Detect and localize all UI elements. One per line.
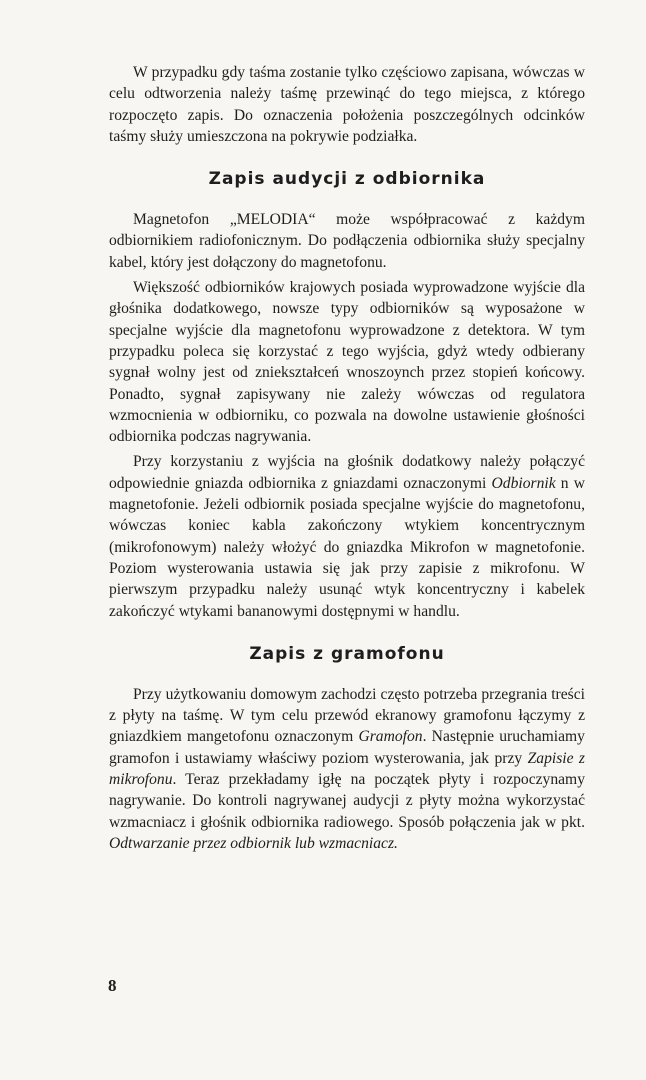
gramophone-socket-name: Gramofon <box>358 728 423 746</box>
gramophone-text-a: Przy użytkowaniu domowym zachodzi często potrzeba przegrania treści z płyty na taśmę. W tym celu przewód ekranowy gramofonu łączymy z gniazdkiem mangetofonu oznaczonym <box>109 685 585 746</box>
section-heading-gramophone: Zapis z gramofonu <box>249 643 445 664</box>
radio-p3-socket-name: Odbiornik <box>491 474 556 492</box>
page-body <box>109 62 585 854</box>
gramophone-paragraph <box>109 684 585 854</box>
radio-p3-text-a: Przy korzystaniu z wyjścia na głośnik dodatkowy należy połączyć odpowiednie gniazda odbiornika z gniazdami oznaczonymi <box>109 453 585 492</box>
gramophone-ref-playback: Odtwarzanie przez odbiornik lub wzmacniacz. <box>109 834 398 852</box>
radio-paragraph-2: Większość odbiorników krajowych posiada wyprowadzone wyjście dla głośnika dodatkowego, nowsze typy odbiorników są wyposażone w specjalne wyjście dla magnetofonu wyprowadzone z detektora. W tym przypadku poleca się korzystać z tego wyjścia, gdyż wtedy odbierany sygnał wolny jest od zniekształceń wnoszoynch przez stopień końcowy. Ponadto, sygnał zapisywany nie zależy wówczas od regulatora wzmocnienia w odbiorniku, co pozwala na dowolne ustawienie głośności odbiornika podczas nagrywania. <box>109 279 585 446</box>
radio-paragraph-1: Magnetofon „MELODIA“ może współpracować z każdym odbiornikiem radiofonicznym. Do podłączenia odbiornika służy specjalny kabel, który jest dołączony do magnetofonu. <box>109 211 585 271</box>
radio-paragraph-3 <box>109 451 585 621</box>
page-number: 8 <box>108 976 117 995</box>
gramophone-text-c: . Teraz przekładamy igłę na początek płyty i rozpoczynamy nagrywanie. Do kontroli nagrywanej audycji z płyty można wykorzystać wzmacniacz i głośnik odbiornika radiowego. Sposób połączenia jak w pkt. <box>109 771 585 831</box>
radio-p3-text-b: n w magnetofonie. Jeżeli odbiornik posiada specjalne wyjście do magnetofonu, wówczas koniec kabla zakończony wtykiem koncentrycznym (mikrofonowym) należy włożyć do gniazdka Mikrofon w magnetofonie. Poziom wysterowania ustawia się jak przy zapisie z mikrofonu. W pierwszym przypadku należy usunąć wtyk koncentryczny i kabelek zakończyć wtykami bananowymi dostępnymi w handlu. <box>109 474 585 620</box>
intro-paragraph: W przypadku gdy taśma zostanie tylko częściowo zapisana, wówczas w celu odtworzenia należy taśmę przewinąć do tego miejsca, z którego rozpoczęto zapis. Do oznaczenia położenia poszczególnych odcinków taśmy służy umieszczona na pokrywie podziałka. <box>109 64 585 145</box>
section-heading-radio: Zapis audycji z odbiornika <box>208 169 486 190</box>
gramophone-text-b: . Następnie uruchamiamy gramofon i ustawiamy właściwy poziom wysterowania, jak przy <box>109 728 585 767</box>
gramophone-ref-mic: Zapisie z mikrofonu <box>109 749 585 789</box>
